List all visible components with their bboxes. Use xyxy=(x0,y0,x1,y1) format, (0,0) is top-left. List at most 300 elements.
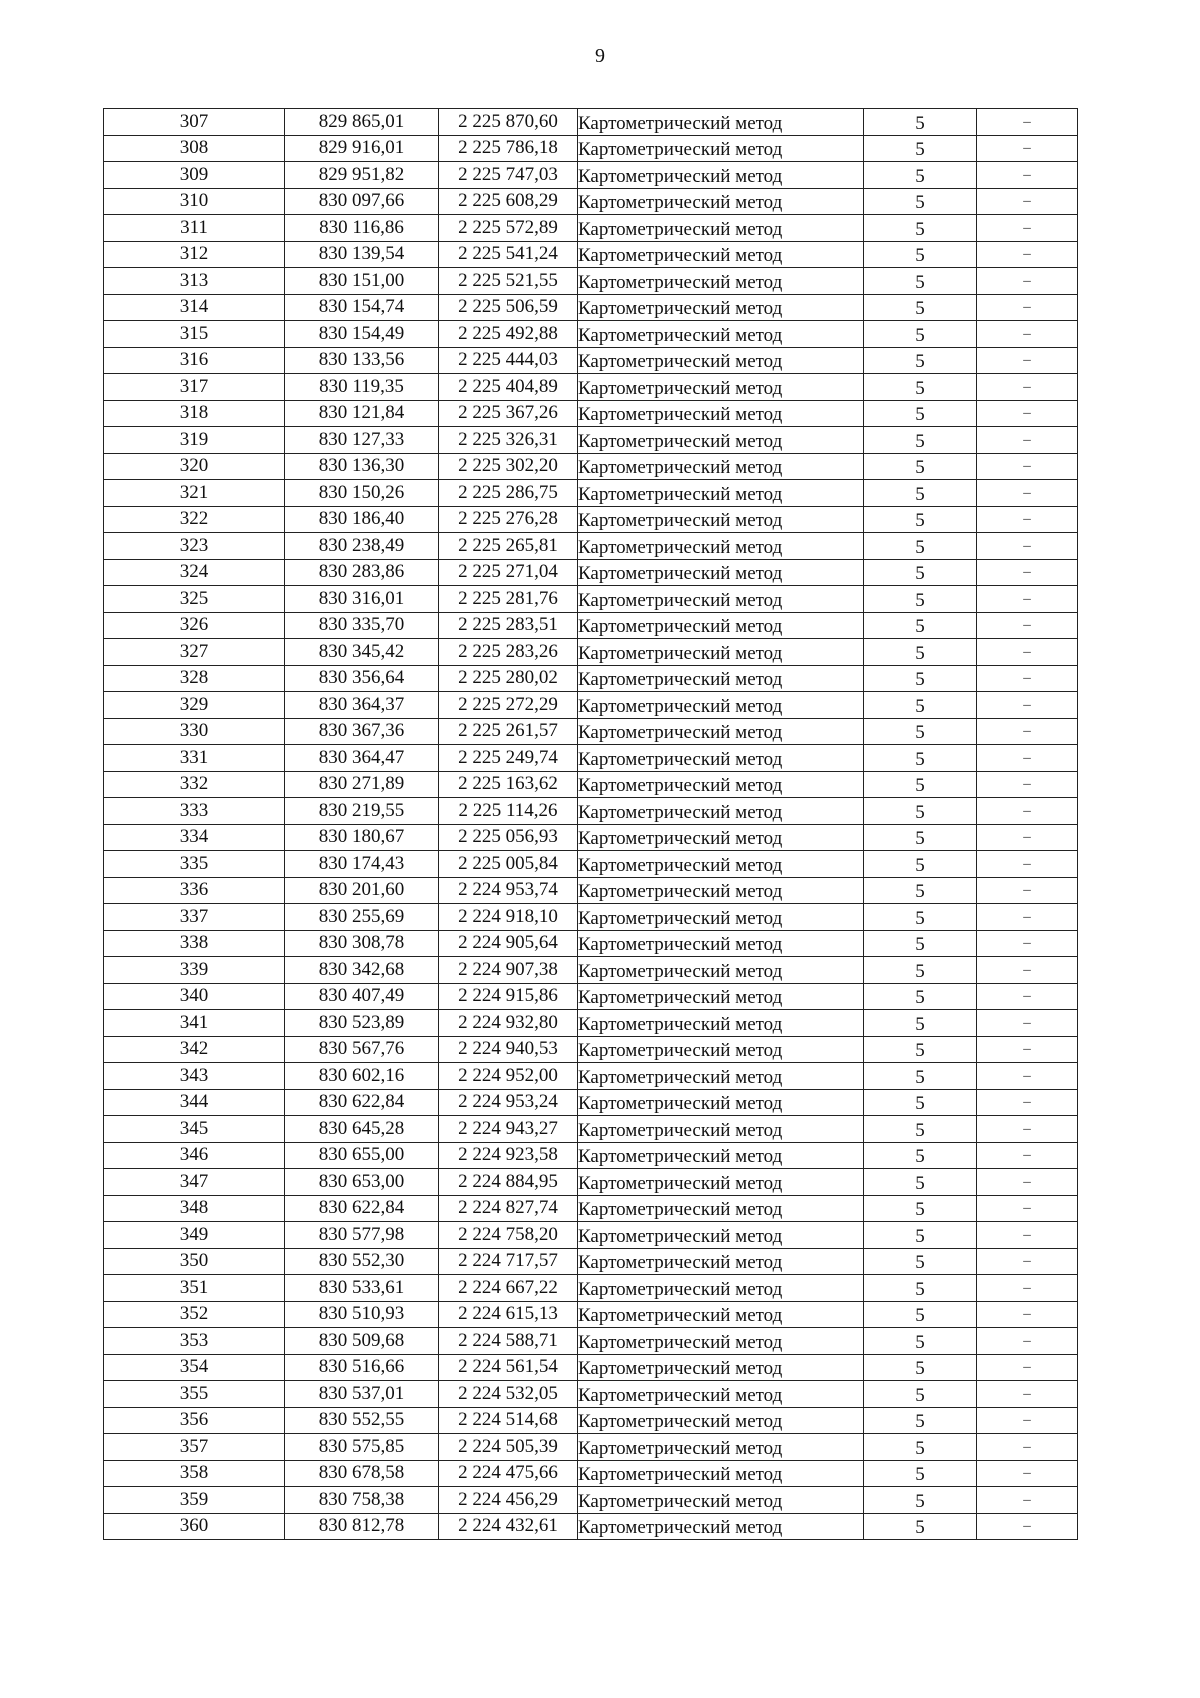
x-coordinate-cell: 830 602,16 xyxy=(285,1063,439,1090)
x-coordinate-cell: 830 552,30 xyxy=(285,1248,439,1275)
x-coordinate-cell: 830 154,49 xyxy=(285,321,439,348)
method-cell: Картометрический метод xyxy=(578,111,864,138)
note-cell: – xyxy=(977,135,1078,162)
accuracy-cell: 5 xyxy=(864,985,977,1012)
method-cell: Картометрический метод xyxy=(578,1038,864,1065)
table-row xyxy=(104,241,1078,268)
x-coordinate-cell: 829 865,01 xyxy=(285,109,439,136)
coordinates-table xyxy=(103,108,1078,1540)
x-coordinate-cell: 830 533,61 xyxy=(285,1275,439,1302)
accuracy-cell: 5 xyxy=(864,270,977,297)
accuracy-cell: 5 xyxy=(864,455,977,482)
x-coordinate-cell: 830 653,00 xyxy=(285,1169,439,1196)
x-coordinate-cell: 830 186,40 xyxy=(285,506,439,533)
table-row xyxy=(104,1248,1078,1275)
x-coordinate-cell: 830 151,00 xyxy=(285,268,439,295)
method-cell: Картометрический метод xyxy=(578,826,864,853)
note-cell: – xyxy=(977,400,1078,427)
point-number-cell: 337 xyxy=(104,904,285,931)
x-coordinate-cell: 830 567,76 xyxy=(285,1036,439,1063)
point-number-cell: 334 xyxy=(104,824,285,851)
table-row xyxy=(104,1036,1078,1063)
x-coordinate-cell: 830 812,78 xyxy=(285,1513,439,1540)
note-cell: – xyxy=(977,480,1078,507)
method-cell: Картометрический метод xyxy=(578,429,864,456)
note-cell: – xyxy=(977,930,1078,957)
table-row xyxy=(104,400,1078,427)
accuracy-cell: 5 xyxy=(864,1012,977,1039)
point-number-cell: 322 xyxy=(104,506,285,533)
method-cell: Картометрический метод xyxy=(578,959,864,986)
x-coordinate-cell: 830 364,37 xyxy=(285,692,439,719)
accuracy-cell: 5 xyxy=(864,694,977,721)
accuracy-cell: 5 xyxy=(864,296,977,323)
method-cell: Картометрический метод xyxy=(578,190,864,217)
method-cell: Картометрический метод xyxy=(578,1436,864,1463)
accuracy-cell: 5 xyxy=(864,879,977,906)
table-row xyxy=(104,374,1078,401)
note-cell: – xyxy=(977,1354,1078,1381)
table-row xyxy=(104,692,1078,719)
method-cell: Картометрический метод xyxy=(578,1118,864,1145)
table-row xyxy=(104,135,1078,162)
table-row xyxy=(104,268,1078,295)
accuracy-cell: 5 xyxy=(864,720,977,747)
y-coordinate-cell: 2 225 492,88 xyxy=(439,321,578,348)
y-coordinate-cell: 2 224 615,13 xyxy=(439,1301,578,1328)
accuracy-cell: 5 xyxy=(864,323,977,350)
method-cell: Картометрический метод xyxy=(578,1144,864,1171)
table-row xyxy=(104,1513,1078,1540)
point-number-cell: 316 xyxy=(104,347,285,374)
method-cell: Картометрический метод xyxy=(578,482,864,509)
y-coordinate-cell: 2 225 326,31 xyxy=(439,427,578,454)
accuracy-cell: 5 xyxy=(864,561,977,588)
accuracy-cell: 5 xyxy=(864,588,977,615)
y-coordinate-cell: 2 225 521,55 xyxy=(439,268,578,295)
accuracy-cell: 5 xyxy=(864,1224,977,1251)
table-row xyxy=(104,1434,1078,1461)
method-cell: Картометрический метод xyxy=(578,614,864,641)
table-row xyxy=(104,1275,1078,1302)
accuracy-cell: 5 xyxy=(864,773,977,800)
y-coordinate-cell: 2 224 923,58 xyxy=(439,1142,578,1169)
note-cell: – xyxy=(977,612,1078,639)
method-cell: Картометрический метод xyxy=(578,641,864,668)
point-number-cell: 315 xyxy=(104,321,285,348)
table-row xyxy=(104,824,1078,851)
point-number-cell: 359 xyxy=(104,1487,285,1514)
point-number-cell: 319 xyxy=(104,427,285,454)
point-number-cell: 345 xyxy=(104,1116,285,1143)
note-cell: – xyxy=(977,294,1078,321)
note-cell: – xyxy=(977,506,1078,533)
accuracy-cell: 5 xyxy=(864,800,977,827)
y-coordinate-cell: 2 225 367,26 xyxy=(439,400,578,427)
y-coordinate-cell: 2 224 667,22 xyxy=(439,1275,578,1302)
method-cell: Картометрический метод xyxy=(578,164,864,191)
x-coordinate-cell: 830 335,70 xyxy=(285,612,439,639)
y-coordinate-cell: 2 225 444,03 xyxy=(439,347,578,374)
y-coordinate-cell: 2 225 276,28 xyxy=(439,506,578,533)
table-row xyxy=(104,612,1078,639)
x-coordinate-cell: 830 575,85 xyxy=(285,1434,439,1461)
accuracy-cell: 5 xyxy=(864,508,977,535)
y-coordinate-cell: 2 225 281,76 xyxy=(439,586,578,613)
y-coordinate-cell: 2 225 283,26 xyxy=(439,639,578,666)
point-number-cell: 338 xyxy=(104,930,285,957)
x-coordinate-cell: 829 916,01 xyxy=(285,135,439,162)
point-number-cell: 314 xyxy=(104,294,285,321)
note-cell: – xyxy=(977,1063,1078,1090)
point-number-cell: 347 xyxy=(104,1169,285,1196)
point-number-cell: 353 xyxy=(104,1328,285,1355)
y-coordinate-cell: 2 224 918,10 xyxy=(439,904,578,931)
table-row xyxy=(104,1354,1078,1381)
note-cell: – xyxy=(977,188,1078,215)
accuracy-cell: 5 xyxy=(864,429,977,456)
note-cell: – xyxy=(977,1381,1078,1408)
table-row xyxy=(104,215,1078,242)
point-number-cell: 356 xyxy=(104,1407,285,1434)
note-cell: – xyxy=(977,109,1078,136)
y-coordinate-cell: 2 225 608,29 xyxy=(439,188,578,215)
table-row xyxy=(104,347,1078,374)
method-cell: Картометрический метод xyxy=(578,535,864,562)
y-coordinate-cell: 2 224 505,39 xyxy=(439,1434,578,1461)
note-cell: – xyxy=(977,162,1078,189)
y-coordinate-cell: 2 224 940,53 xyxy=(439,1036,578,1063)
table-row xyxy=(104,162,1078,189)
point-number-cell: 340 xyxy=(104,983,285,1010)
table-row xyxy=(104,1116,1078,1143)
method-cell: Картометрический метод xyxy=(578,985,864,1012)
table-row xyxy=(104,1407,1078,1434)
method-cell: Картометрический метод xyxy=(578,1489,864,1516)
accuracy-cell: 5 xyxy=(864,1383,977,1410)
method-cell: Картометрический метод xyxy=(578,1409,864,1436)
method-cell: Картометрический метод xyxy=(578,349,864,376)
method-cell: Картометрический метод xyxy=(578,1330,864,1357)
point-number-cell: 344 xyxy=(104,1089,285,1116)
x-coordinate-cell: 830 116,86 xyxy=(285,215,439,242)
y-coordinate-cell: 2 224 827,74 xyxy=(439,1195,578,1222)
point-number-cell: 327 xyxy=(104,639,285,666)
note-cell: – xyxy=(977,533,1078,560)
table-row xyxy=(104,109,1078,136)
x-coordinate-cell: 830 510,93 xyxy=(285,1301,439,1328)
note-cell: – xyxy=(977,904,1078,931)
y-coordinate-cell: 2 225 747,03 xyxy=(439,162,578,189)
note-cell: – xyxy=(977,665,1078,692)
method-cell: Картометрический метод xyxy=(578,1012,864,1039)
accuracy-cell: 5 xyxy=(864,853,977,880)
accuracy-cell: 5 xyxy=(864,482,977,509)
point-number-cell: 329 xyxy=(104,692,285,719)
x-coordinate-cell: 830 678,58 xyxy=(285,1460,439,1487)
y-coordinate-cell: 2 224 952,00 xyxy=(439,1063,578,1090)
method-cell: Картометрический метод xyxy=(578,773,864,800)
method-cell: Картометрический метод xyxy=(578,720,864,747)
note-cell: – xyxy=(977,798,1078,825)
point-number-cell: 336 xyxy=(104,877,285,904)
y-coordinate-cell: 2 224 514,68 xyxy=(439,1407,578,1434)
point-number-cell: 330 xyxy=(104,718,285,745)
y-coordinate-cell: 2 225 870,60 xyxy=(439,109,578,136)
y-coordinate-cell: 2 225 005,84 xyxy=(439,851,578,878)
accuracy-cell: 5 xyxy=(864,1065,977,1092)
point-number-cell: 309 xyxy=(104,162,285,189)
table-row xyxy=(104,1010,1078,1037)
point-number-cell: 326 xyxy=(104,612,285,639)
y-coordinate-cell: 2 224 905,64 xyxy=(439,930,578,957)
method-cell: Картометрический метод xyxy=(578,932,864,959)
note-cell: – xyxy=(977,745,1078,772)
note-cell: – xyxy=(977,1142,1078,1169)
method-cell: Картометрический метод xyxy=(578,800,864,827)
table-row xyxy=(104,1487,1078,1514)
accuracy-cell: 5 xyxy=(864,667,977,694)
point-number-cell: 307 xyxy=(104,109,285,136)
x-coordinate-cell: 830 356,64 xyxy=(285,665,439,692)
method-cell: Картометрический метод xyxy=(578,137,864,164)
point-number-cell: 317 xyxy=(104,374,285,401)
table-row xyxy=(104,877,1078,904)
accuracy-cell: 5 xyxy=(864,1409,977,1436)
accuracy-cell: 5 xyxy=(864,1489,977,1516)
accuracy-cell: 5 xyxy=(864,906,977,933)
note-cell: – xyxy=(977,692,1078,719)
accuracy-cell: 5 xyxy=(864,1091,977,1118)
accuracy-cell: 5 xyxy=(864,1462,977,1489)
accuracy-cell: 5 xyxy=(864,190,977,217)
method-cell: Картометрический метод xyxy=(578,323,864,350)
x-coordinate-cell: 830 154,74 xyxy=(285,294,439,321)
y-coordinate-cell: 2 225 272,29 xyxy=(439,692,578,719)
note-cell: – xyxy=(977,1222,1078,1249)
table-row xyxy=(104,427,1078,454)
point-number-cell: 339 xyxy=(104,957,285,984)
x-coordinate-cell: 830 537,01 xyxy=(285,1381,439,1408)
note-cell: – xyxy=(977,1248,1078,1275)
point-number-cell: 321 xyxy=(104,480,285,507)
note-cell: – xyxy=(977,586,1078,613)
table-row xyxy=(104,771,1078,798)
table-row xyxy=(104,453,1078,480)
note-cell: – xyxy=(977,718,1078,745)
x-coordinate-cell: 830 283,86 xyxy=(285,559,439,586)
method-cell: Картометрический метод xyxy=(578,1515,864,1542)
y-coordinate-cell: 2 225 163,62 xyxy=(439,771,578,798)
note-cell: – xyxy=(977,983,1078,1010)
y-coordinate-cell: 2 225 265,81 xyxy=(439,533,578,560)
y-coordinate-cell: 2 225 283,51 xyxy=(439,612,578,639)
y-coordinate-cell: 2 224 588,71 xyxy=(439,1328,578,1355)
table-row xyxy=(104,506,1078,533)
y-coordinate-cell: 2 224 943,27 xyxy=(439,1116,578,1143)
x-coordinate-cell: 830 645,28 xyxy=(285,1116,439,1143)
accuracy-cell: 5 xyxy=(864,535,977,562)
y-coordinate-cell: 2 224 884,95 xyxy=(439,1169,578,1196)
table-row xyxy=(104,559,1078,586)
method-cell: Картометрический метод xyxy=(578,402,864,429)
point-number-cell: 349 xyxy=(104,1222,285,1249)
accuracy-cell: 5 xyxy=(864,243,977,270)
x-coordinate-cell: 830 139,54 xyxy=(285,241,439,268)
table-row xyxy=(104,957,1078,984)
table-row xyxy=(104,851,1078,878)
note-cell: – xyxy=(977,1089,1078,1116)
x-coordinate-cell: 830 121,84 xyxy=(285,400,439,427)
note-cell: – xyxy=(977,824,1078,851)
y-coordinate-cell: 2 224 432,61 xyxy=(439,1513,578,1540)
note-cell: – xyxy=(977,1487,1078,1514)
method-cell: Картометрический метод xyxy=(578,455,864,482)
table-row xyxy=(104,1063,1078,1090)
method-cell: Картометрический метод xyxy=(578,243,864,270)
y-coordinate-cell: 2 225 506,59 xyxy=(439,294,578,321)
table-row xyxy=(104,718,1078,745)
note-cell: – xyxy=(977,268,1078,295)
note-cell: – xyxy=(977,453,1078,480)
x-coordinate-cell: 830 271,89 xyxy=(285,771,439,798)
table-row xyxy=(104,321,1078,348)
point-number-cell: 313 xyxy=(104,268,285,295)
accuracy-cell: 5 xyxy=(864,1250,977,1277)
method-cell: Картометрический метод xyxy=(578,747,864,774)
x-coordinate-cell: 830 174,43 xyxy=(285,851,439,878)
method-cell: Картометрический метод xyxy=(578,376,864,403)
y-coordinate-cell: 2 224 456,29 xyxy=(439,1487,578,1514)
x-coordinate-cell: 830 345,42 xyxy=(285,639,439,666)
point-number-cell: 360 xyxy=(104,1513,285,1540)
x-coordinate-cell: 830 219,55 xyxy=(285,798,439,825)
note-cell: – xyxy=(977,877,1078,904)
point-number-cell: 357 xyxy=(104,1434,285,1461)
accuracy-cell: 5 xyxy=(864,402,977,429)
accuracy-cell: 5 xyxy=(864,1144,977,1171)
note-cell: – xyxy=(977,1301,1078,1328)
note-cell: – xyxy=(977,321,1078,348)
point-number-cell: 325 xyxy=(104,586,285,613)
point-number-cell: 324 xyxy=(104,559,285,586)
point-number-cell: 351 xyxy=(104,1275,285,1302)
point-number-cell: 323 xyxy=(104,533,285,560)
accuracy-cell: 5 xyxy=(864,1436,977,1463)
table-row xyxy=(104,188,1078,215)
note-cell: – xyxy=(977,957,1078,984)
note-cell: – xyxy=(977,1513,1078,1540)
y-coordinate-cell: 2 224 953,74 xyxy=(439,877,578,904)
y-coordinate-cell: 2 224 932,80 xyxy=(439,1010,578,1037)
y-coordinate-cell: 2 225 271,04 xyxy=(439,559,578,586)
accuracy-cell: 5 xyxy=(864,1303,977,1330)
point-number-cell: 342 xyxy=(104,1036,285,1063)
method-cell: Картометрический метод xyxy=(578,1065,864,1092)
note-cell: – xyxy=(977,771,1078,798)
x-coordinate-cell: 830 622,84 xyxy=(285,1089,439,1116)
point-number-cell: 352 xyxy=(104,1301,285,1328)
table-row xyxy=(104,1460,1078,1487)
accuracy-cell: 5 xyxy=(864,1330,977,1357)
accuracy-cell: 5 xyxy=(864,641,977,668)
y-coordinate-cell: 2 224 561,54 xyxy=(439,1354,578,1381)
x-coordinate-cell: 830 150,26 xyxy=(285,480,439,507)
y-coordinate-cell: 2 224 758,20 xyxy=(439,1222,578,1249)
y-coordinate-cell: 2 225 302,20 xyxy=(439,453,578,480)
accuracy-cell: 5 xyxy=(864,747,977,774)
y-coordinate-cell: 2 224 907,38 xyxy=(439,957,578,984)
y-coordinate-cell: 2 225 786,18 xyxy=(439,135,578,162)
table-row xyxy=(104,1142,1078,1169)
accuracy-cell: 5 xyxy=(864,932,977,959)
method-cell: Картометрический метод xyxy=(578,1356,864,1383)
table-row xyxy=(104,639,1078,666)
point-number-cell: 328 xyxy=(104,665,285,692)
method-cell: Картометрический метод xyxy=(578,561,864,588)
y-coordinate-cell: 2 225 286,75 xyxy=(439,480,578,507)
note-cell: – xyxy=(977,1010,1078,1037)
table-row xyxy=(104,798,1078,825)
x-coordinate-cell: 830 655,00 xyxy=(285,1142,439,1169)
table-row xyxy=(104,533,1078,560)
x-coordinate-cell: 830 201,60 xyxy=(285,877,439,904)
note-cell: – xyxy=(977,1460,1078,1487)
method-cell: Картометрический метод xyxy=(578,1224,864,1251)
point-number-cell: 320 xyxy=(104,453,285,480)
accuracy-cell: 5 xyxy=(864,1356,977,1383)
x-coordinate-cell: 830 308,78 xyxy=(285,930,439,957)
method-cell: Картометрический метод xyxy=(578,906,864,933)
x-coordinate-cell: 830 316,01 xyxy=(285,586,439,613)
table-row xyxy=(104,1195,1078,1222)
x-coordinate-cell: 830 119,35 xyxy=(285,374,439,401)
x-coordinate-cell: 829 951,82 xyxy=(285,162,439,189)
note-cell: – xyxy=(977,639,1078,666)
method-cell: Картометрический метод xyxy=(578,694,864,721)
accuracy-cell: 5 xyxy=(864,1038,977,1065)
note-cell: – xyxy=(977,347,1078,374)
accuracy-cell: 5 xyxy=(864,376,977,403)
x-coordinate-cell: 830 516,66 xyxy=(285,1354,439,1381)
note-cell: – xyxy=(977,559,1078,586)
x-coordinate-cell: 830 622,84 xyxy=(285,1195,439,1222)
y-coordinate-cell: 2 225 114,26 xyxy=(439,798,578,825)
accuracy-cell: 5 xyxy=(864,1171,977,1198)
x-coordinate-cell: 830 364,47 xyxy=(285,745,439,772)
point-number-cell: 346 xyxy=(104,1142,285,1169)
point-number-cell: 310 xyxy=(104,188,285,215)
note-cell: – xyxy=(977,1036,1078,1063)
x-coordinate-cell: 830 552,55 xyxy=(285,1407,439,1434)
accuracy-cell: 5 xyxy=(864,137,977,164)
method-cell: Картометрический метод xyxy=(578,588,864,615)
y-coordinate-cell: 2 225 280,02 xyxy=(439,665,578,692)
method-cell: Картометрический метод xyxy=(578,270,864,297)
x-coordinate-cell: 830 523,89 xyxy=(285,1010,439,1037)
accuracy-cell: 5 xyxy=(864,614,977,641)
x-coordinate-cell: 830 577,98 xyxy=(285,1222,439,1249)
point-number-cell: 348 xyxy=(104,1195,285,1222)
x-coordinate-cell: 830 342,68 xyxy=(285,957,439,984)
method-cell: Картометрический метод xyxy=(578,1462,864,1489)
coordinates-table-body xyxy=(104,109,1078,1540)
point-number-cell: 311 xyxy=(104,215,285,242)
accuracy-cell: 5 xyxy=(864,826,977,853)
x-coordinate-cell: 830 238,49 xyxy=(285,533,439,560)
method-cell: Картометрический метод xyxy=(578,1383,864,1410)
point-number-cell: 335 xyxy=(104,851,285,878)
